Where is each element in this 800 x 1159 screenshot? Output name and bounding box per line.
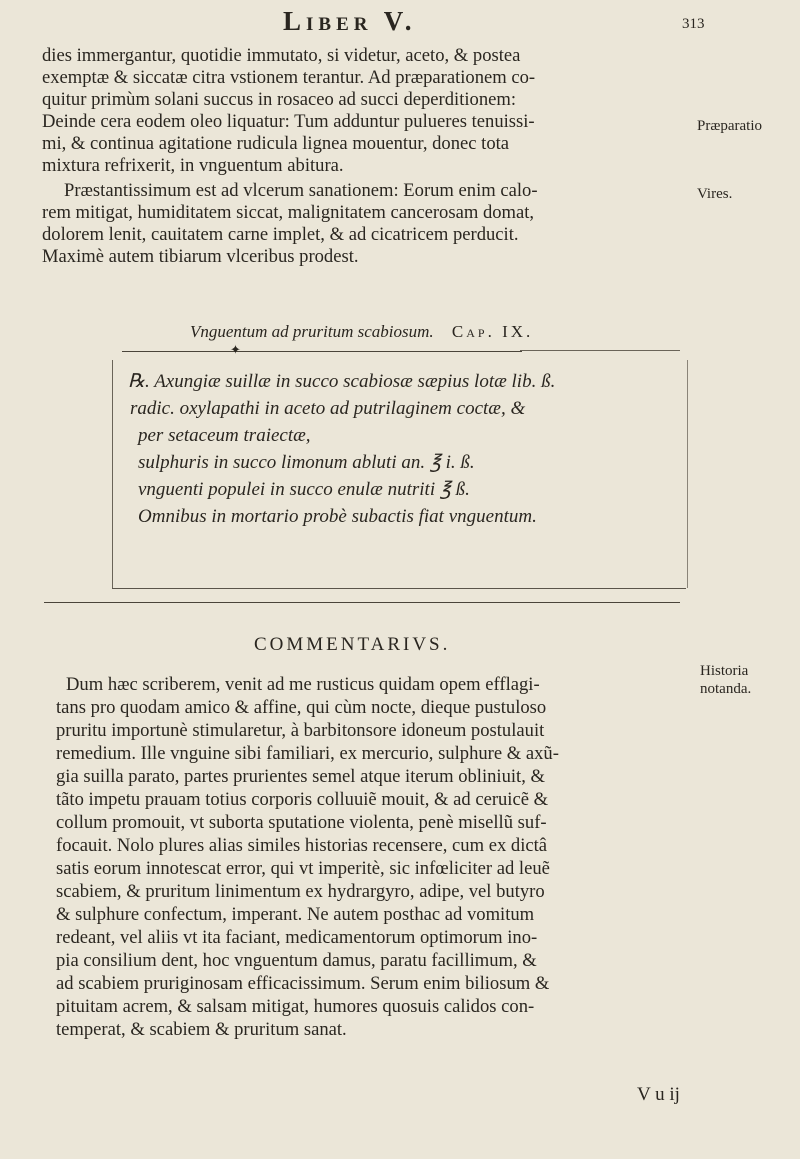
margin-note-vires: Vires. xyxy=(697,186,733,202)
margin-note-praeparatio: Præparatio xyxy=(697,118,762,134)
text-line: scabiem, & pruritum linimentum ex hydrargyro, adipe, vel butyro xyxy=(56,881,545,902)
running-title: Liber V. xyxy=(283,6,417,36)
text-line: Deinde cera eodem oleo liquatur: Tum adduntur pulueres tenuissi- xyxy=(42,111,535,132)
recipe-line: sulphuris in succo limonum abluti an. ℥ i. ß. xyxy=(138,452,475,473)
text-line: temperat, & scabiem & pruritum sanat. xyxy=(56,1019,347,1040)
text-line: gia suilla parato, partes prurientes semel atque iterum obliniuit, & xyxy=(56,766,545,787)
chapter-heading xyxy=(190,322,533,342)
text-line: satis eorum innotescat error, qui vt imperitè, sic infœliciter ad leuẽ xyxy=(56,858,550,879)
page-number: 313 xyxy=(682,16,705,32)
rule-ornament-icon: ✦ xyxy=(230,342,241,357)
text-line: dies immergantur, quotidie immutato, si videtur, aceto, & postea xyxy=(42,45,521,66)
text-line: collum promouit, vt suborta sputatione violenta, penè misellũ suf- xyxy=(56,812,547,833)
text-line: Maximè autem tibiarum vlceribus prodest. xyxy=(42,246,359,267)
text-line: quitur primùm solani succus in rosaceo ad succi deperditionem: xyxy=(42,89,517,110)
commentary-title: COMMENTARIVS. xyxy=(254,634,451,655)
text-line: redeant, vel aliis vt ita faciant, medicamentorum optimorum ino- xyxy=(56,927,538,948)
recipe-bottom-rule-outer xyxy=(44,602,680,603)
text-line: pituitam acrem, & salsam mitigat, humores quosuis calidos con- xyxy=(56,996,535,1017)
top-rule-extension xyxy=(520,350,680,351)
recipe-line: radic. oxylapathi in aceto ad putrilaginem coctæ, & xyxy=(130,398,526,419)
chapter-number: Cap. IX. xyxy=(451,322,534,341)
recipe-line: per setaceum traiectæ, xyxy=(138,425,311,446)
text-line: pia consilium dent, hoc vnguentum damus, paratu facillimum, & xyxy=(56,950,537,971)
chapter-title: Vnguentum ad pruritum scabiosum. xyxy=(190,322,434,341)
text-line: Dum hæc scriberem, venit ad me rusticus quidam opem efflagi- xyxy=(66,674,540,695)
text-line: ad scabiem pruriginosam efficacissimum. Serum enim biliosum & xyxy=(56,973,550,994)
signature-mark: V u ij xyxy=(637,1084,680,1105)
text-line: dolorem lenit, cauitatem carne implet, & ad cicatricem perducit. xyxy=(42,224,519,245)
recipe-frame xyxy=(112,360,688,588)
text-line: tans pro quodam amico & affine, qui cùm nocte, dieque pustuloso xyxy=(56,697,547,718)
text-line: tãto impetu prauam totius corporis colluuiẽ mouit, & ad ceruicẽ & xyxy=(56,789,549,810)
text-line: pruritu importunè stimularetur, à barbitonsore idoneum postulauit xyxy=(56,720,545,741)
text-line: rem mitigat, humiditatem siccat, malignitatem cancerosam domat, xyxy=(42,202,535,223)
text-line: mixtura refrixerit, in vnguentum abitura. xyxy=(42,155,344,176)
top-rule xyxy=(122,351,522,352)
text-line: & sulphure confectum, imperant. Ne autem posthac ad vomitum xyxy=(56,904,535,925)
text-line: Præstantissimum est ad vlcerum sanationem: Eorum enim calo- xyxy=(64,180,538,201)
recipe-bottom-rule xyxy=(112,588,686,589)
margin-note-notanda: notanda. xyxy=(700,681,752,697)
text-line: mi, & continua agitatione rudicula lignea mouentur, donec tota xyxy=(42,133,510,154)
recipe-line: vnguenti populei in succo enulæ nutriti ℥ ß. xyxy=(138,479,470,500)
text-line: exemptæ & siccatæ citra vstionem terantur. Ad præparationem co- xyxy=(42,67,536,88)
margin-note-historia: Historia xyxy=(700,663,749,679)
text-line: focauit. Nolo plures alias similes historias recensere, cum ex dictâ xyxy=(56,835,548,856)
recipe-line: Omnibus in mortario probè subactis fiat vnguentum. xyxy=(138,506,537,527)
text-line: remedium. Ille vnguine sibi familiari, ex mercurio, sulphure & axũ- xyxy=(56,743,559,764)
recipe-line: ℞. Axungiæ suillæ in succo scabiosæ sæpius lotæ lib. ß. xyxy=(128,371,556,392)
running-head xyxy=(0,6,800,36)
